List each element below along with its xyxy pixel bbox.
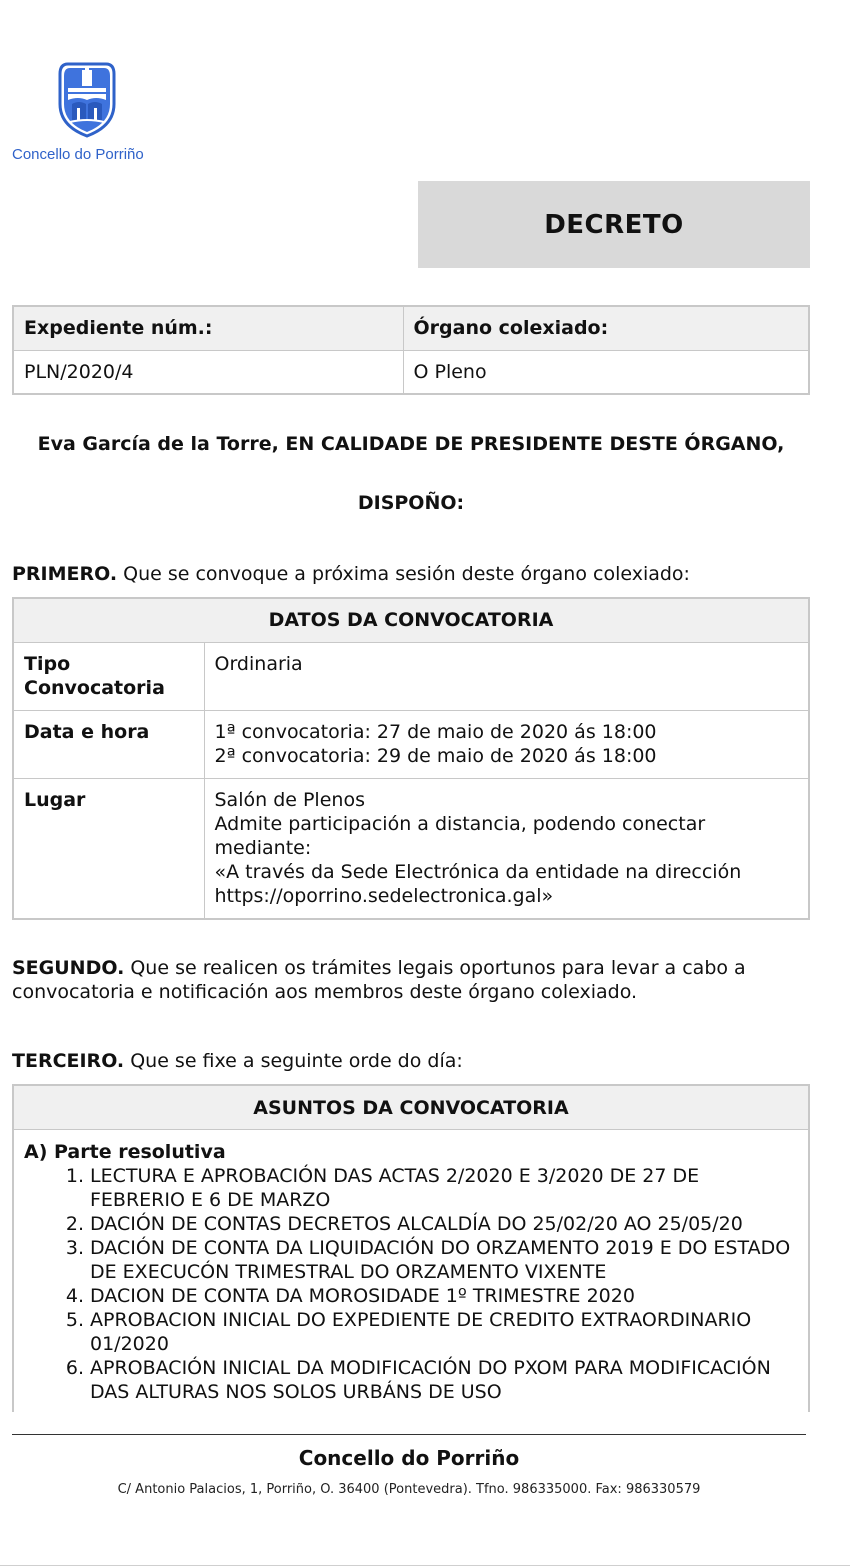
item-text: LECTURA E APROBACIÓN DAS ACTAS 2/2020 E 3/2020 DE 27 DE FEBRERIO E 6 DE MARZO (90, 1165, 700, 1211)
list-item (24, 1284, 798, 1308)
coat-of-arms-icon (54, 60, 120, 138)
list-item (24, 1164, 798, 1212)
value-line: «A través da Sede Electrónica da entidade na dirección https://oporrino.sedelectronica.gal» (214, 860, 742, 907)
item-text: DACIÓN DE CONTAS DECRETOS ALCALDÍA DO 25/02/20 AO 25/05/20 (90, 1213, 743, 1235)
footer-address: C/ Antonio Palacios, 1, Porriño, O. 36400 (Pontevedra). Tfno. 986335000. Fax: 986330579 (117, 1482, 701, 1497)
asuntos-table (12, 1084, 810, 1412)
document-type-box (418, 181, 810, 268)
convocatoria-row (13, 778, 809, 919)
value-line: Admite participación a distancia, podendo conectar mediante: (214, 812, 706, 859)
row-value-tipo (204, 642, 809, 710)
list-item (24, 1308, 798, 1356)
convocatoria-table (12, 597, 810, 920)
organo-value: O Pleno (403, 350, 809, 394)
organo-header: Órgano colexiado: (403, 306, 809, 350)
value-line: 2ª convocatoria: 29 de maio de 2020 ás 18:00 (214, 744, 657, 767)
row-value-lugar (204, 778, 809, 919)
convocatoria-header-row (13, 598, 809, 642)
row-label-tipo: Tipo Convocatoria (13, 642, 204, 710)
terceiro-paragraph (12, 1049, 812, 1073)
item-number: 2. (65, 1213, 84, 1235)
logo-text: Concello do Porriño (12, 146, 144, 163)
list-item (24, 1212, 798, 1236)
row-label-data: Data e hora (13, 710, 204, 778)
row-label-lugar: Lugar (13, 778, 204, 919)
convocatoria-row (13, 710, 809, 778)
item-text: DACIÓN DE CONTA DA LIQUIDACIÓN DO ORZAMENTO 2019 E DO ESTADO DE EXECUCÓN TRIMESTRAL DO ORZAMENTO VIXENTE (90, 1237, 791, 1283)
primero-text: Que se convoque a próxima sesión deste órgano colexiado: (117, 563, 690, 585)
value-line: Ordinaria (214, 652, 303, 675)
value-line: 1ª convocatoria: 27 de maio de 2020 ás 18:00 (214, 720, 657, 743)
item-number: 3. (65, 1237, 84, 1259)
document-type-title: DECRETO (544, 209, 684, 240)
asuntos-body (14, 1130, 808, 1404)
logo (12, 60, 162, 163)
row-value-data (204, 710, 809, 778)
list-item (24, 1356, 798, 1404)
footer-title: Concello do Porriño (298, 1446, 520, 1470)
item-number: 6. (65, 1357, 84, 1379)
dispono-heading: DISPOÑO: (357, 492, 465, 514)
segundo-label: SEGUNDO. (12, 957, 125, 979)
expediente-header-row (13, 306, 809, 350)
expediente-table (12, 305, 810, 395)
expediente-value: PLN/2020/4 (13, 350, 403, 394)
page-edge-divider (0, 1565, 850, 1566)
asuntos-list (24, 1164, 798, 1404)
parte-heading: A) Parte resolutiva (24, 1141, 226, 1163)
item-number: 1. (65, 1165, 84, 1187)
convocatoria-title: DATOS DA CONVOCATORIA (13, 598, 809, 642)
asuntos-title: ASUNTOS DA CONVOCATORIA (14, 1086, 808, 1130)
footer-divider (12, 1434, 806, 1435)
primero-paragraph (12, 562, 812, 586)
expediente-value-row (13, 350, 809, 394)
expediente-header: Expediente núm.: (13, 306, 403, 350)
terceiro-text: Que se fixe a seguinte orde do día: (124, 1050, 463, 1072)
convocatoria-row (13, 642, 809, 710)
list-item (24, 1236, 798, 1284)
segundo-text: Que se realicen os trámites legais oportunos para levar a cabo a convocatoria e notificación aos membros deste órgano colexiado. (12, 957, 746, 1003)
item-text: APROBACION INICIAL DO EXPEDIENTE DE CREDITO EXTRAORDINARIO 01/2020 (90, 1309, 752, 1355)
item-number: 4. (65, 1285, 84, 1307)
terceiro-label: TERCEIRO. (12, 1050, 125, 1072)
segundo-paragraph (12, 956, 812, 1004)
item-text: APROBACIÓN INICIAL DA MODIFICACIÓN DO PXOM PARA MODIFICACIÓN DAS ALTURAS NOS SOLOS URBÁNS DE USO (90, 1357, 771, 1403)
item-number: 5. (65, 1309, 84, 1331)
value-line: Salón de Plenos (214, 788, 365, 811)
presidente-statement: Eva García de la Torre, EN CALIDADE DE PRESIDENTE DESTE ÓRGANO, (37, 433, 785, 455)
primero-label: PRIMERO. (12, 563, 118, 585)
item-text: DACION DE CONTA DA MOROSIDADE 1º TRIMESTRE 2020 (90, 1285, 635, 1307)
